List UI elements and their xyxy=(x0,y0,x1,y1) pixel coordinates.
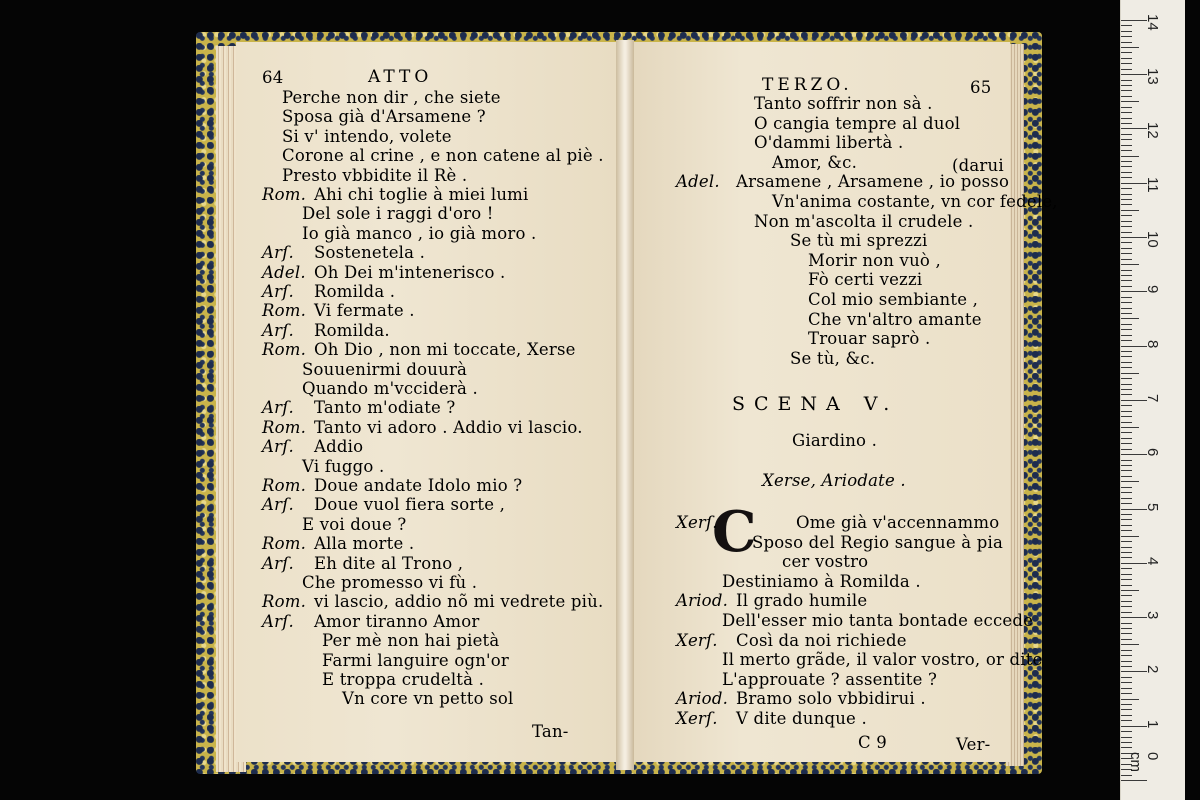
ruler-tick xyxy=(1121,492,1132,493)
verse-line: Amor, &c. xyxy=(772,152,858,172)
ruler-tick xyxy=(1121,644,1139,645)
ruler-tick xyxy=(1121,226,1132,227)
ruler-number: 9 xyxy=(1144,285,1161,294)
ruler-tick xyxy=(1121,623,1132,624)
verse-line: Che promesso vi fù . xyxy=(302,573,478,592)
verse-line: Farmi languire ogn'or xyxy=(322,650,510,670)
verse-line: Sostenetela . xyxy=(314,243,426,263)
ruler-number: 4 xyxy=(1144,556,1161,566)
verse-line: Vi fermate . xyxy=(314,301,415,321)
right-catchword: Ver- xyxy=(956,735,991,754)
left-running-head: ATTO xyxy=(368,67,433,87)
verse-line: Morir non vuò , xyxy=(808,250,941,270)
verse-line: Vn'anima costante, vn cor fedele, xyxy=(772,192,1058,211)
ruler-tick xyxy=(1121,595,1132,596)
ruler-tick xyxy=(1121,356,1132,357)
speaker-label: Arſ. xyxy=(262,243,294,263)
ruler-tick xyxy=(1121,747,1132,748)
ruler-unit-label: 0 cm xyxy=(1127,752,1161,772)
verse-line: E troppa crudeltà . xyxy=(322,670,485,689)
ruler-tick xyxy=(1121,460,1132,461)
right-running-head: TERZO. xyxy=(762,75,853,95)
verse-line: Ome già v'accennammo xyxy=(796,513,1000,532)
ruler-tick xyxy=(1121,449,1132,450)
ruler-tick xyxy=(1121,655,1132,656)
speaker-label: Arſ. xyxy=(262,495,294,515)
ruler-tick xyxy=(1121,650,1132,651)
ruler-tick xyxy=(1121,530,1132,531)
ruler-tick xyxy=(1121,107,1132,108)
ruler-tick xyxy=(1121,36,1132,37)
verse-line: Ahi chi toglie à miei lumi xyxy=(314,185,529,204)
ruler-tick xyxy=(1121,47,1139,48)
ruler-tick xyxy=(1121,688,1132,689)
ruler-tick xyxy=(1121,172,1132,173)
speaker-label: Arſ. xyxy=(262,320,294,340)
ruler-tick xyxy=(1121,780,1147,781)
ruler-tick xyxy=(1121,145,1132,146)
verse-line: Destiniamo à Romilda . xyxy=(722,571,921,591)
ruler-tick xyxy=(1121,699,1139,700)
ruler-tick xyxy=(1121,199,1132,200)
ruler-tick xyxy=(1121,731,1132,732)
ruler-tick xyxy=(1121,264,1139,265)
speaker-label: Rom. xyxy=(262,185,307,204)
ruler-tick xyxy=(1121,601,1132,602)
verse-line: O cangia tempre al duol xyxy=(754,113,961,133)
ruler-tick xyxy=(1121,248,1132,249)
ruler-tick xyxy=(1121,709,1132,710)
speaker-label: Arſ. xyxy=(262,553,294,573)
ruler-tick xyxy=(1121,536,1139,537)
verse-line: Eh dite al Trono , xyxy=(314,553,464,573)
verse-line: Romilda . xyxy=(314,282,396,301)
verse-line: Oh Dio , non mi toccate, Xerse xyxy=(314,340,576,360)
ruler-number: 1 xyxy=(1144,719,1161,729)
speaker-label: Ariod. xyxy=(676,591,729,611)
ruler-tick xyxy=(1121,612,1132,613)
verse-line: Alla morte . xyxy=(314,534,415,554)
ruler-tick xyxy=(1121,221,1132,222)
ruler-tick xyxy=(1121,188,1132,189)
ruler-tick xyxy=(1121,438,1132,439)
stage-direction-darui: (darui xyxy=(952,156,1004,175)
ruler-tick xyxy=(1121,715,1132,716)
ruler-number: 6 xyxy=(1144,448,1161,457)
ruler-tick xyxy=(1121,362,1132,363)
speaker-label: Arſ. xyxy=(262,398,294,418)
ruler-tick xyxy=(1121,302,1132,303)
ruler-number: 5 xyxy=(1144,502,1161,511)
ruler-tick xyxy=(1121,63,1132,64)
scene-setting: Giardino . xyxy=(792,431,878,450)
ruler-tick xyxy=(1121,422,1132,423)
verse-line: V dite dunque . xyxy=(736,709,867,728)
ruler-tick xyxy=(1121,324,1132,325)
ruler-tick xyxy=(1121,416,1132,417)
ruler-tick xyxy=(1121,373,1139,374)
verse-line: Sposa già d'Arsamene ? xyxy=(282,107,486,127)
scene-characters: Xerse, Ariodate . xyxy=(762,471,906,490)
ruler-tick xyxy=(1121,704,1132,705)
ruler-tick xyxy=(1121,58,1132,59)
ruler-tick xyxy=(1121,52,1132,53)
ruler-tick xyxy=(1121,579,1132,580)
speaker-label: Xerſ. xyxy=(676,709,718,728)
ruler-tick xyxy=(1121,590,1139,591)
scene-title: SCENA V. xyxy=(732,393,899,415)
ruler-tick xyxy=(1121,215,1132,216)
ruler-tick xyxy=(1121,378,1132,379)
ruler-tick xyxy=(1121,514,1132,515)
verse-line: Se tù mi sprezzi xyxy=(790,231,928,251)
speaker-label: Xerſ. xyxy=(676,513,718,532)
verse-line: Del sole i raggi d'oro ! xyxy=(302,204,494,224)
verse-line: Si v' intendo, volete xyxy=(282,126,452,146)
ruler-tick xyxy=(1121,737,1132,738)
speaker-label: Rom. xyxy=(262,301,307,321)
ruler-tick xyxy=(1121,156,1139,157)
ruler-tick xyxy=(1121,432,1132,433)
speaker-label: Rom. xyxy=(262,534,307,554)
verse-line: Il grado humile xyxy=(736,591,868,611)
speaker-label: Adel. xyxy=(676,172,720,192)
ruler-tick xyxy=(1121,69,1132,70)
drop-cap: C xyxy=(712,499,757,565)
ruler-tick xyxy=(1121,150,1132,151)
ruler-tick xyxy=(1121,275,1132,276)
ruler-tick xyxy=(1121,259,1132,260)
speaker-label: Arſ. xyxy=(262,611,294,631)
verse-line: Arsamene , Arsamene , io posso xyxy=(736,172,1010,192)
ruler-tick xyxy=(1121,161,1132,162)
ruler-tick xyxy=(1121,547,1132,548)
verse-line: Che vn'altro amante xyxy=(808,309,982,329)
speaker-label: Rom. xyxy=(262,476,307,495)
verse-line: cer vostro xyxy=(782,552,869,572)
verse-line: Sposo del Regio sangue à pia xyxy=(752,532,1003,552)
ruler-tick xyxy=(1121,568,1132,569)
verse-line: Amor tiranno Amor xyxy=(314,611,480,631)
ruler-tick xyxy=(1121,384,1132,385)
verse-line: Per mè non hai pietà xyxy=(322,631,500,651)
ruler-tick xyxy=(1121,166,1132,167)
verse-line: Io già manco , io già moro . xyxy=(302,223,537,243)
ruler-tick xyxy=(1121,720,1132,721)
ruler-tick xyxy=(1121,394,1132,395)
verse-line: Il merto grãde, il valor vostro, or dite xyxy=(722,650,1043,670)
verse-line: Doue vuol fiera sorte , xyxy=(314,495,506,515)
verse-line: Tanto vi adoro . Addio vi lascio. xyxy=(314,417,583,437)
verse-line: Perche non dir , che siete xyxy=(282,88,501,107)
ruler-tick xyxy=(1121,42,1132,43)
ruler-tick xyxy=(1121,270,1132,271)
measuring-ruler xyxy=(1120,0,1185,800)
ruler-tick xyxy=(1121,308,1132,309)
verse-line: Quando m'vcciderà . xyxy=(302,379,478,398)
ruler-tick xyxy=(1121,335,1132,336)
ruler-tick xyxy=(1121,367,1132,368)
verse-line: Vn core vn petto sol xyxy=(342,689,514,709)
speaker-label: Rom. xyxy=(262,417,307,437)
speaker-label: Arſ. xyxy=(262,437,294,457)
ruler-tick xyxy=(1121,541,1132,542)
ruler-tick xyxy=(1121,552,1132,553)
ruler-number: 14 xyxy=(1144,13,1161,31)
ruler-tick xyxy=(1121,498,1132,499)
verse-line: Col mio sembiante , xyxy=(808,290,979,309)
verse-line: O'dammi libertà . xyxy=(754,133,904,153)
speaker-label: Arſ. xyxy=(262,282,294,301)
left-catchword: Tan- xyxy=(532,722,569,741)
ruler-tick xyxy=(1121,232,1132,233)
ruler-tick xyxy=(1121,204,1132,205)
ruler-tick xyxy=(1121,465,1132,466)
verse-line: Tanto m'odiate ? xyxy=(314,398,456,418)
ruler-tick xyxy=(1121,313,1132,314)
ruler-tick xyxy=(1121,242,1132,243)
ruler-tick xyxy=(1121,31,1132,32)
ruler-tick xyxy=(1121,742,1132,743)
ruler-tick xyxy=(1121,487,1132,488)
speaker-label: Adel. xyxy=(262,262,306,282)
ruler-tick xyxy=(1121,101,1139,102)
right-page-number: 65 xyxy=(970,78,992,97)
ruler-tick xyxy=(1121,411,1132,412)
ruler-tick xyxy=(1121,297,1132,298)
ruler-tick xyxy=(1121,90,1132,91)
ruler-tick xyxy=(1121,210,1139,211)
ruler-tick xyxy=(1121,476,1132,477)
ruler-tick xyxy=(1121,677,1132,678)
ruler-tick xyxy=(1121,525,1132,526)
ruler-tick xyxy=(1121,585,1132,586)
ruler-tick xyxy=(1121,340,1132,341)
ruler-tick xyxy=(1121,427,1139,428)
ruler-tick xyxy=(1121,280,1132,281)
signature-mark: C 9 xyxy=(858,733,887,752)
ruler-tick xyxy=(1121,557,1132,558)
verse-line: vi lascio, addio nõ mi vedrete più. xyxy=(314,592,604,612)
verse-line: Fò certi vezzi xyxy=(808,270,923,290)
verse-line: Doue andate Idolo mio ? xyxy=(314,476,523,495)
ruler-number: 10 xyxy=(1144,231,1161,248)
verse-line: Così da noi richiede xyxy=(736,630,907,650)
verse-line: Dell'esser mio tanta bontade eccede xyxy=(722,611,1034,630)
ruler-tick xyxy=(1121,443,1132,444)
speaker-label: Rom. xyxy=(262,592,307,612)
ruler-number: 7 xyxy=(1144,393,1161,403)
ruler-tick xyxy=(1121,633,1132,634)
ruler-tick xyxy=(1121,574,1132,575)
ruler-tick xyxy=(1121,118,1132,119)
ruler-number: 8 xyxy=(1144,339,1161,348)
ruler-tick xyxy=(1121,177,1132,178)
ruler-number: 13 xyxy=(1144,68,1161,85)
ruler-number: 12 xyxy=(1144,122,1161,140)
ruler-tick xyxy=(1121,470,1132,471)
ruler-number: 2 xyxy=(1144,665,1161,674)
verse-line: Tanto soffrir non sà . xyxy=(754,94,933,113)
ruler-tick xyxy=(1121,682,1132,683)
verse-line: Romilda. xyxy=(314,320,390,340)
ruler-tick xyxy=(1121,351,1132,352)
verse-line: Non m'ascolta il crudele . xyxy=(754,211,974,231)
speaker-label: Ariod. xyxy=(676,689,729,709)
ruler-tick xyxy=(1121,80,1132,81)
ruler-tick xyxy=(1121,123,1132,124)
verse-line: Trouar saprò . xyxy=(808,329,931,349)
ruler-tick xyxy=(1121,25,1132,26)
verse-line: Se tù, &c. xyxy=(790,348,876,368)
verse-line: Corone al crine , e non catene al piè . xyxy=(282,146,604,166)
ruler-tick xyxy=(1121,628,1132,629)
speaker-label: Xerſ. xyxy=(676,630,718,650)
ruler-tick xyxy=(1121,661,1132,662)
ruler-tick xyxy=(1121,318,1139,319)
verse-line: Bramo solo vbbidirui . xyxy=(736,689,926,709)
ruler-tick xyxy=(1121,85,1132,86)
speaker-label: Rom. xyxy=(262,340,307,360)
verse-line: Souuenirmi douurà xyxy=(302,359,468,379)
ruler-tick xyxy=(1121,194,1132,195)
ruler-tick xyxy=(1121,606,1132,607)
book-gutter xyxy=(616,40,634,770)
verse-line: Presto vbbidite il Rè . xyxy=(282,165,468,185)
ruler-tick xyxy=(1121,503,1132,504)
verse-line: Addio xyxy=(314,437,364,457)
ruler-tick xyxy=(1121,693,1132,694)
ruler-tick xyxy=(1121,134,1132,135)
ruler-tick xyxy=(1121,519,1132,520)
ruler-tick xyxy=(1121,112,1132,113)
ruler-tick xyxy=(1121,666,1132,667)
ruler-tick xyxy=(1121,329,1132,330)
ruler-tick xyxy=(1121,389,1132,390)
ruler-tick xyxy=(1121,96,1132,97)
left-page-number: 64 xyxy=(262,68,284,87)
ruler-number: 11 xyxy=(1144,176,1161,193)
ruler-tick xyxy=(1121,405,1132,406)
ruler-tick xyxy=(1121,139,1132,140)
verse-line: E voi doue ? xyxy=(302,514,407,534)
verse-line: L'approuate ? assentite ? xyxy=(722,669,938,689)
ruler-tick xyxy=(1121,481,1139,482)
ruler-tick xyxy=(1121,253,1132,254)
ruler-tick xyxy=(1121,286,1132,287)
ruler-tick xyxy=(1121,639,1132,640)
verse-line: Vi fuggo . xyxy=(302,456,385,476)
ruler-number: 3 xyxy=(1144,611,1161,620)
verse-line: Oh Dei m'intenerisco . xyxy=(314,262,506,282)
